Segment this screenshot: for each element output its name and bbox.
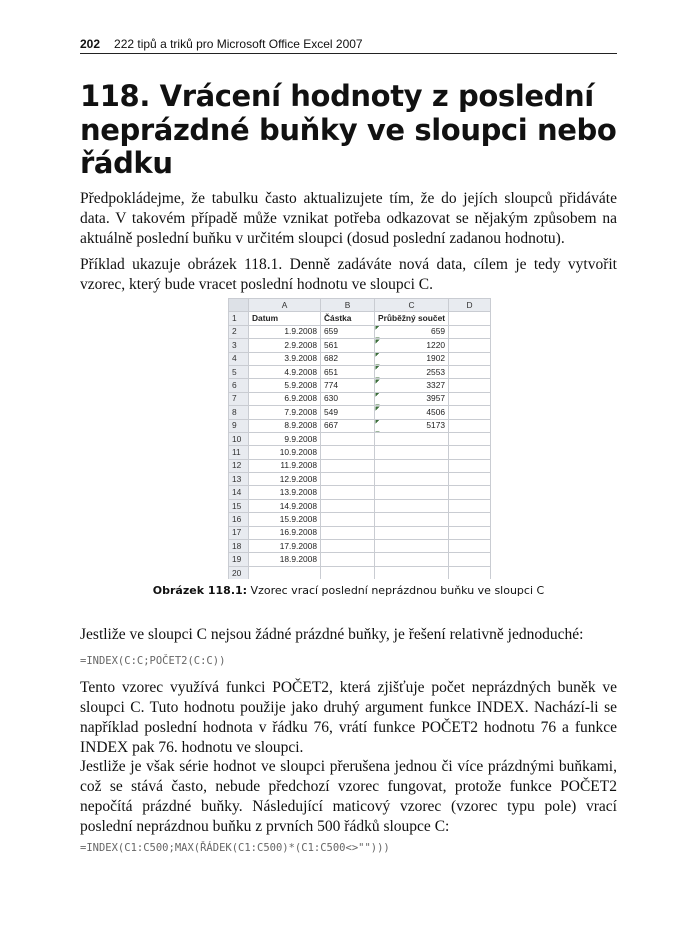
- cell-d[interactable]: [449, 432, 491, 445]
- row-header[interactable]: 20: [229, 566, 249, 579]
- cell-a[interactable]: 17.9.2008: [249, 540, 321, 553]
- cell-d[interactable]: [449, 540, 491, 553]
- row-header[interactable]: 10: [229, 432, 249, 445]
- cell-c[interactable]: [375, 446, 449, 459]
- table-row: [229, 499, 491, 512]
- cell-c[interactable]: [375, 513, 449, 526]
- cell-a[interactable]: 2.9.2008: [249, 339, 321, 352]
- formula-simple: =INDEX(C:C;POČET2(C:C)): [80, 655, 226, 667]
- table-row: [229, 432, 491, 445]
- cell-c[interactable]: [375, 540, 449, 553]
- table-row: [229, 406, 491, 419]
- cell-d[interactable]: [449, 499, 491, 512]
- cell-d[interactable]: [449, 365, 491, 378]
- cell-b[interactable]: [321, 513, 375, 526]
- column-header-c[interactable]: C: [375, 299, 449, 312]
- cell-c[interactable]: 659: [375, 325, 449, 338]
- cell-d[interactable]: [449, 446, 491, 459]
- column-header-d[interactable]: D: [449, 299, 491, 312]
- cell-a[interactable]: 16.9.2008: [249, 526, 321, 539]
- row-header[interactable]: 15: [229, 499, 249, 512]
- page-number: 202: [80, 37, 101, 51]
- cell-d[interactable]: [449, 513, 491, 526]
- row-header[interactable]: 5: [229, 365, 249, 378]
- cell-d[interactable]: [449, 459, 491, 472]
- table-row: [229, 365, 491, 378]
- figure-caption: [80, 584, 617, 597]
- cell-a[interactable]: 14.9.2008: [249, 499, 321, 512]
- cell-c[interactable]: [375, 553, 449, 566]
- cell-d[interactable]: [449, 325, 491, 338]
- cell-c[interactable]: 3327: [375, 379, 449, 392]
- table-row: [229, 419, 491, 432]
- cell-a[interactable]: 9.9.2008: [249, 432, 321, 445]
- cell-c[interactable]: 3957: [375, 392, 449, 405]
- cell-b[interactable]: [321, 432, 375, 445]
- table-row: [229, 566, 491, 579]
- cell-b[interactable]: 549: [321, 406, 375, 419]
- table-row: [229, 325, 491, 338]
- cell-c[interactable]: 5173: [375, 419, 449, 432]
- table-row: [229, 513, 491, 526]
- cell-a[interactable]: 6.9.2008: [249, 392, 321, 405]
- cell-b[interactable]: [321, 526, 375, 539]
- spreadsheet-grid: [228, 298, 491, 579]
- row-header[interactable]: 6: [229, 379, 249, 392]
- column-header-row: [229, 299, 491, 312]
- cell-a[interactable]: 3.9.2008: [249, 352, 321, 365]
- cell-c[interactable]: [375, 499, 449, 512]
- cell-b[interactable]: [321, 553, 375, 566]
- cell-b[interactable]: 659: [321, 325, 375, 338]
- cell-b[interactable]: [321, 473, 375, 486]
- cell-b[interactable]: [321, 499, 375, 512]
- cell-b[interactable]: 682: [321, 352, 375, 365]
- cell-d[interactable]: [449, 553, 491, 566]
- table-row: [229, 446, 491, 459]
- cell-header-castka[interactable]: Částka: [321, 312, 375, 325]
- cell-b[interactable]: 630: [321, 392, 375, 405]
- cell-d[interactable]: [449, 392, 491, 405]
- cell-d[interactable]: [449, 419, 491, 432]
- spreadsheet-figure: [228, 298, 550, 579]
- cell-a[interactable]: 13.9.2008: [249, 486, 321, 499]
- select-all-corner[interactable]: [229, 299, 249, 312]
- cell-a[interactable]: 11.9.2008: [249, 459, 321, 472]
- cell-a[interactable]: 10.9.2008: [249, 446, 321, 459]
- cell-a[interactable]: 1.9.2008: [249, 325, 321, 338]
- table-row: [229, 379, 491, 392]
- explanation-paragraph: Tento vzorec využívá funkci POČET2, která zjišťuje počet neprázdných buněk ve sloupci C. Tuto hodnotu použije jako druhý argument funkce INDEX. Nachází-li se například poslední hodnota v řádku 76, vrátí funkce POČET2 hodnotu 76 a funkce INDEX pak 76. hodnotu ve sloupci.: [80, 679, 617, 756]
- cell-a[interactable]: 8.9.2008: [249, 419, 321, 432]
- cell-b[interactable]: [321, 459, 375, 472]
- row-header[interactable]: 3: [229, 339, 249, 352]
- row-header[interactable]: 8: [229, 406, 249, 419]
- cell-c[interactable]: 2553: [375, 365, 449, 378]
- cell-c[interactable]: [375, 566, 449, 579]
- row-header[interactable]: 7: [229, 392, 249, 405]
- cell-d[interactable]: [449, 339, 491, 352]
- cell-header-prubezny-soucet[interactable]: Průběžný součet: [375, 312, 449, 325]
- table-row: [229, 526, 491, 539]
- cell-b[interactable]: 651: [321, 365, 375, 378]
- cell-a[interactable]: 4.9.2008: [249, 365, 321, 378]
- table-row: [229, 486, 491, 499]
- cell-a[interactable]: 15.9.2008: [249, 513, 321, 526]
- row-header[interactable]: 9: [229, 419, 249, 432]
- cell-a[interactable]: 5.9.2008: [249, 379, 321, 392]
- row-header[interactable]: 2: [229, 325, 249, 338]
- cell-b[interactable]: [321, 566, 375, 579]
- table-row: [229, 540, 491, 553]
- table-row: [229, 392, 491, 405]
- array-formula-paragraph: Jestliže je však série hodnot ve sloupci přerušena jednou či více prázdnými buňkami, což se stává často, nebude předchozí vzorec fungovat, protože funkce POČET2 nepočítá prázdné buňky. Následující maticový vzorec (vzorec typu pole) vrací poslední neprázdnou buňku z prvních 500 řádků sloupce C:: [80, 758, 617, 835]
- row-header[interactable]: 18: [229, 540, 249, 553]
- cell-d[interactable]: [449, 566, 491, 579]
- caption-text: Vzorec vrací poslední neprázdnou buňku ve sloupci C: [247, 584, 545, 597]
- cell-d[interactable]: [449, 473, 491, 486]
- cell-c[interactable]: 4506: [375, 406, 449, 419]
- table-row: [229, 312, 491, 325]
- cell-b[interactable]: [321, 486, 375, 499]
- cell-a[interactable]: 7.9.2008: [249, 406, 321, 419]
- row-header[interactable]: 14: [229, 486, 249, 499]
- cell-b[interactable]: 561: [321, 339, 375, 352]
- cell-d[interactable]: [449, 526, 491, 539]
- cell-b[interactable]: [321, 540, 375, 553]
- column-header-a[interactable]: A: [249, 299, 321, 312]
- cell-c[interactable]: [375, 486, 449, 499]
- table-row: [229, 339, 491, 352]
- column-header-b[interactable]: B: [321, 299, 375, 312]
- table-row: [229, 352, 491, 365]
- cell-c[interactable]: [375, 459, 449, 472]
- row-header[interactable]: 16: [229, 513, 249, 526]
- cell-header-empty[interactable]: [449, 312, 491, 325]
- row-header[interactable]: 4: [229, 352, 249, 365]
- cell-d[interactable]: [449, 486, 491, 499]
- cell-c[interactable]: [375, 473, 449, 486]
- cell-a[interactable]: [249, 566, 321, 579]
- caption-label: Obrázek 118.1:: [152, 584, 248, 597]
- row-header[interactable]: 19: [229, 553, 249, 566]
- cell-header-datum[interactable]: Datum: [249, 312, 321, 325]
- row-header[interactable]: 13: [229, 473, 249, 486]
- example-paragraph: Příklad ukazuje obrázek 118.1. Denně zadáváte nová data, cílem je tedy vytvořit vzorec, který bude vracet poslední hodnotu ve sloupci C.: [80, 256, 617, 293]
- section-title: 118. Vrácení hodnoty z poslední neprázdné buňky ve sloupci nebo řádku: [80, 79, 617, 180]
- cell-c[interactable]: 1220: [375, 339, 449, 352]
- cell-d[interactable]: [449, 379, 491, 392]
- row-header[interactable]: 12: [229, 459, 249, 472]
- intro-paragraph: Předpokládejme, že tabulku často aktualizujete tím, že do jejích sloupců přidáváte data. V takovém případě může vznikat potřeba odkazovat se nějakým způsobem na aktuálně poslední buňku v určitém sloupci (dosud poslední zadanou hodnotu).: [80, 190, 617, 247]
- table-row: [229, 473, 491, 486]
- cell-b[interactable]: 667: [321, 419, 375, 432]
- cell-c[interactable]: [375, 526, 449, 539]
- cell-c[interactable]: [375, 432, 449, 445]
- cell-b[interactable]: 774: [321, 379, 375, 392]
- cell-c[interactable]: 1902: [375, 352, 449, 365]
- cell-d[interactable]: [449, 352, 491, 365]
- cell-b[interactable]: [321, 446, 375, 459]
- running-header: [80, 37, 617, 54]
- cell-a[interactable]: 18.9.2008: [249, 553, 321, 566]
- row-header[interactable]: 11: [229, 446, 249, 459]
- table-row: [229, 459, 491, 472]
- cell-d[interactable]: [449, 406, 491, 419]
- formula-array: =INDEX(C1:C500;MAX(ŘÁDEK(C1:C500)*(C1:C500<>""))): [80, 842, 390, 854]
- row-header[interactable]: 1: [229, 312, 249, 325]
- table-row: [229, 553, 491, 566]
- simple-case-paragraph: Jestliže ve sloupci C nejsou žádné prázdné buňky, je řešení relativně jednoduché:: [80, 626, 584, 643]
- book-title: 222 tipů a triků pro Microsoft Office Excel 2007: [114, 37, 363, 51]
- cell-a[interactable]: 12.9.2008: [249, 473, 321, 486]
- row-header[interactable]: 17: [229, 526, 249, 539]
